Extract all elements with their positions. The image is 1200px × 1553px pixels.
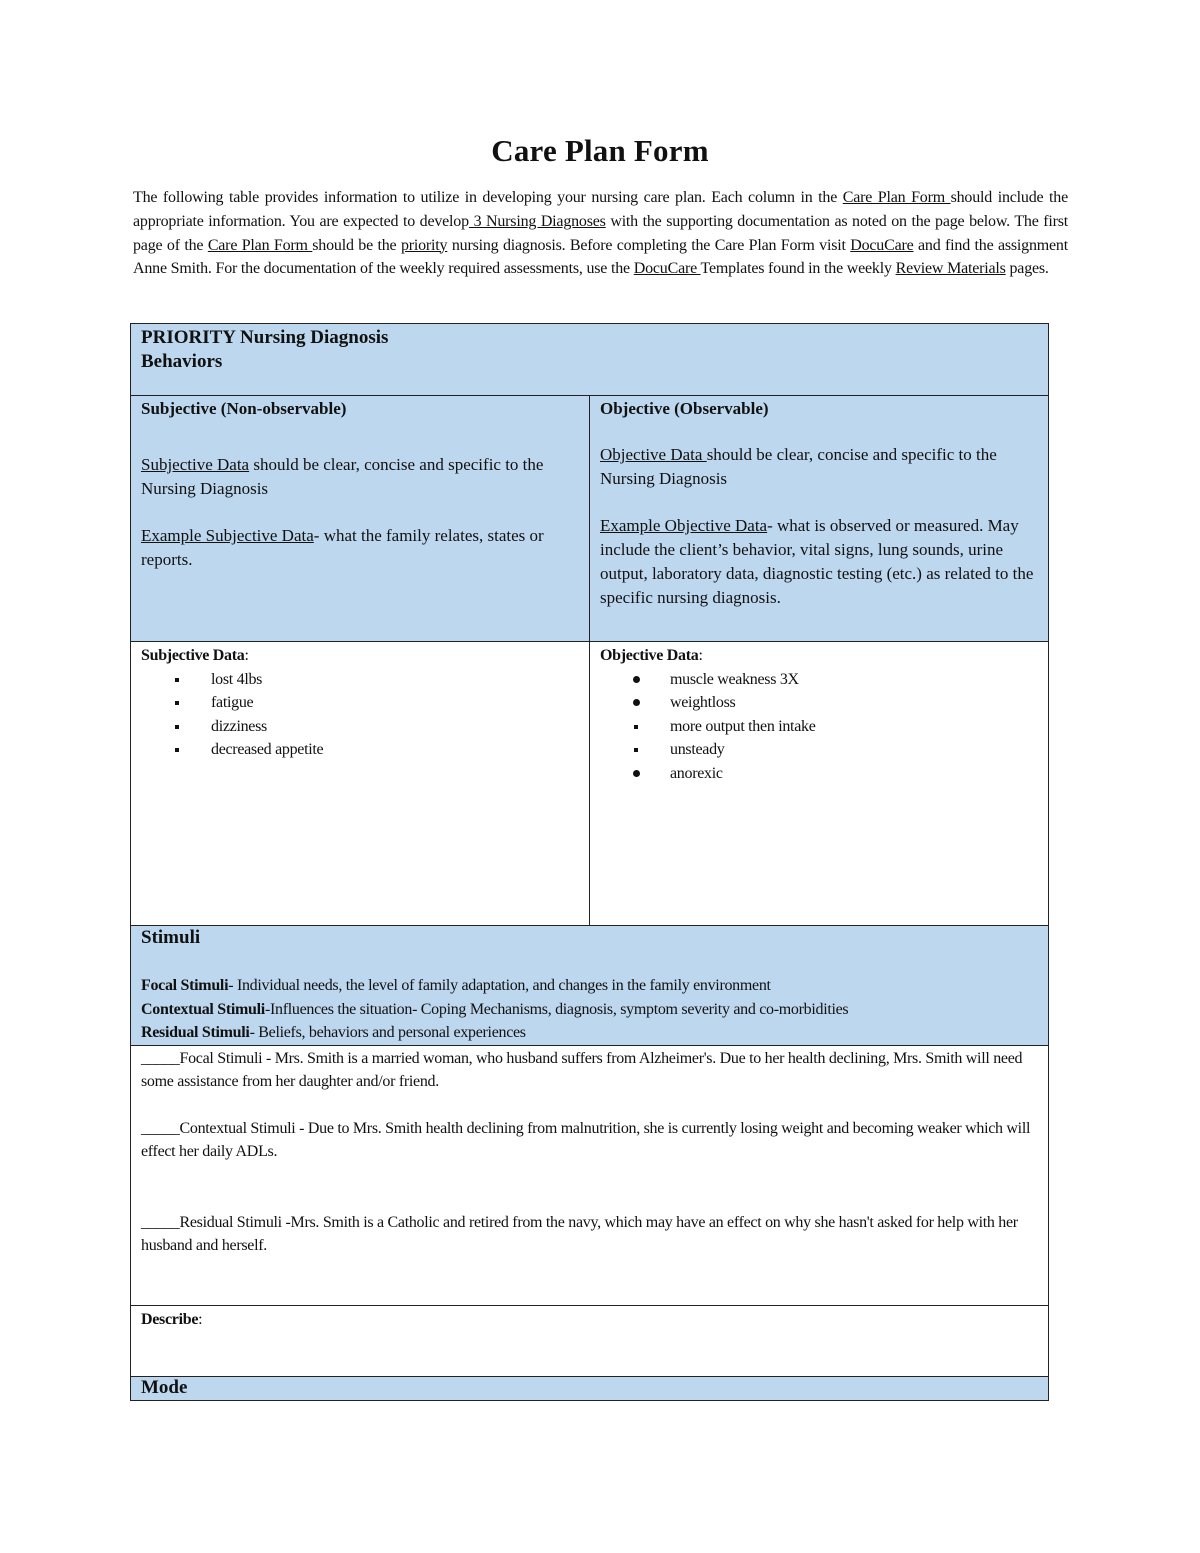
list-item: decreased appetite xyxy=(175,738,579,762)
subjective-data-title-label: Subjective Data xyxy=(141,647,245,664)
describe-label-text: Describe xyxy=(141,1310,199,1328)
subjective-guide-text-2: Nursing Diagnosis xyxy=(141,479,269,498)
objective-data-cell xyxy=(590,642,1049,926)
objective-guide-text xyxy=(600,443,1038,491)
page-title: Care Plan Form xyxy=(491,133,709,168)
subjective-data-title xyxy=(141,644,579,668)
subjective-heading: Subjective (Non-observable) xyxy=(141,399,347,418)
list-item: dizziness xyxy=(175,715,579,739)
stimuli-answers-cell xyxy=(131,1045,1049,1305)
stimuli-guide-row xyxy=(131,926,1049,1046)
intro-text: pages. xyxy=(1005,260,1049,278)
care-plan-form-link: Care Plan Form xyxy=(207,236,313,254)
focal-stimuli-text: - Individual needs, the level of family adaptation, and changes in the family environment xyxy=(228,977,771,994)
subjective-data-label: Subjective Data xyxy=(141,455,250,474)
subjective-example xyxy=(141,524,579,572)
subjective-guide-text xyxy=(141,453,579,477)
subjective-data-cell xyxy=(131,642,590,926)
review-materials-link: Review Materials xyxy=(895,260,1006,278)
guide-row xyxy=(131,396,1049,642)
list-item: more output then intake xyxy=(634,715,1038,739)
focal-stimuli-guide xyxy=(141,974,1038,998)
objective-heading: Objective (Observable) xyxy=(600,399,769,418)
data-row xyxy=(131,642,1049,926)
subjective-guide-cell xyxy=(131,396,590,642)
objective-guide-sentence: should be clear, concise and specific to the Nursing Diagnosis xyxy=(600,445,997,488)
contextual-stimuli-text: -Influences the situation- Coping Mechanisms, diagnosis, symptom severity and co-morbidities xyxy=(264,1000,849,1018)
list-item: weightloss xyxy=(634,691,1038,715)
residual-stimuli-guide xyxy=(141,1021,1038,1045)
intro-text: should include the appropriate information. You are expected to develop xyxy=(133,189,1068,230)
objective-example xyxy=(600,514,1038,610)
intro-text: Templates found in the weekly xyxy=(700,260,896,278)
colon: : xyxy=(244,647,249,664)
mode-row xyxy=(131,1376,1049,1400)
example-objective-label: Example Objective Data xyxy=(600,516,768,535)
example-subjective-text: - what the family relates, states or reports. xyxy=(141,526,544,569)
example-objective-text: - what is observed or measured. May include the client’s behavior, vital signs, lung sounds, urine output, laboratory data, diagnostic testing (etc.) as related to the specific nursing diagnosis. xyxy=(600,516,1034,607)
contextual-stimuli-label: Contextual Stimuli xyxy=(141,1000,265,1018)
priority-heading: PRIORITY Nursing Diagnosis xyxy=(141,327,389,348)
intro-text: with the supporting documentation as noted on the page below. The first page of the xyxy=(133,212,1069,254)
care-plan-table xyxy=(130,323,1049,1401)
docucare-link: DocuCare xyxy=(850,236,914,254)
residual-stimuli-answer: _____Residual Stimuli -Mrs. Smith is a Catholic and retired from the navy, which may have an effect on why she hasn't asked for help with her husband and herself. xyxy=(141,1213,1018,1254)
behaviors-heading: Behaviors xyxy=(141,351,223,372)
care-plan-form-link: Care Plan Form xyxy=(842,189,951,206)
residual-stimuli-label: Residual Stimuli xyxy=(141,1024,250,1041)
subjective-guide-sentence: should be clear, concise and specific to the xyxy=(249,455,544,474)
objective-data-label: Objective Data xyxy=(600,445,707,464)
residual-stimuli-text: - Beliefs, behaviors and personal experiences xyxy=(249,1024,526,1041)
colon: : xyxy=(698,647,703,664)
colon: : xyxy=(198,1310,203,1328)
intro-text: and find the assignment Anne Smith. For the documentation of the weekly required assessments, use the xyxy=(133,236,1068,278)
contextual-stimuli-answer: _____Contextual Stimuli - Due to Mrs. Smith health declining from malnutrition, she is currently losing weight and becoming weaker which will effect her daily ADLs. xyxy=(141,1119,1031,1160)
contextual-stimuli-guide xyxy=(141,998,1038,1022)
describe-cell xyxy=(131,1305,1049,1376)
list-item: fatigue xyxy=(175,691,579,715)
stimuli-answers-row xyxy=(131,1045,1049,1305)
stimuli-heading: Stimuli xyxy=(141,927,201,948)
stimuli-guide-cell xyxy=(131,926,1049,1046)
priority-header-row xyxy=(131,324,1049,396)
nursing-diagnoses-link: 3 Nursing Diagnoses xyxy=(468,212,606,230)
priority-header-cell xyxy=(131,324,1049,396)
subjective-data-list xyxy=(141,668,579,762)
describe-row xyxy=(131,1305,1049,1376)
objective-guide-cell xyxy=(590,396,1049,642)
mode-heading: Mode xyxy=(141,1376,188,1398)
list-item: lost 4lbs xyxy=(175,668,579,692)
example-subjective-label: Example Subjective Data xyxy=(141,526,314,545)
docucare-link: DocuCare xyxy=(633,260,701,278)
focal-stimuli-label: Focal Stimuli xyxy=(141,977,229,994)
intro-text: The following table provides information to utilize in developing your nursing care plan. Each column in the xyxy=(133,189,843,206)
intro-text: should be the xyxy=(312,236,401,254)
list-item: muscle weakness 3X xyxy=(634,668,1038,692)
describe-label xyxy=(141,1308,1038,1332)
objective-data-title xyxy=(600,644,1038,668)
focal-stimuli-answer: _____Focal Stimuli - Mrs. Smith is a married woman, who husband suffers from Alzheimer's. Due to her health declining, Mrs. Smith will need some assistance from her daughter and/or friend. xyxy=(141,1049,1023,1090)
objective-data-title-label: Objective Data xyxy=(600,647,699,664)
intro-paragraph xyxy=(133,186,1068,281)
list-item: unsteady xyxy=(634,738,1038,762)
list-item: anorexic xyxy=(634,762,1038,786)
priority-link: priority xyxy=(400,236,448,254)
intro-text: nursing diagnosis. Before completing the Care Plan Form visit xyxy=(447,236,851,254)
objective-data-list xyxy=(600,668,1038,786)
mode-cell xyxy=(131,1376,1049,1400)
